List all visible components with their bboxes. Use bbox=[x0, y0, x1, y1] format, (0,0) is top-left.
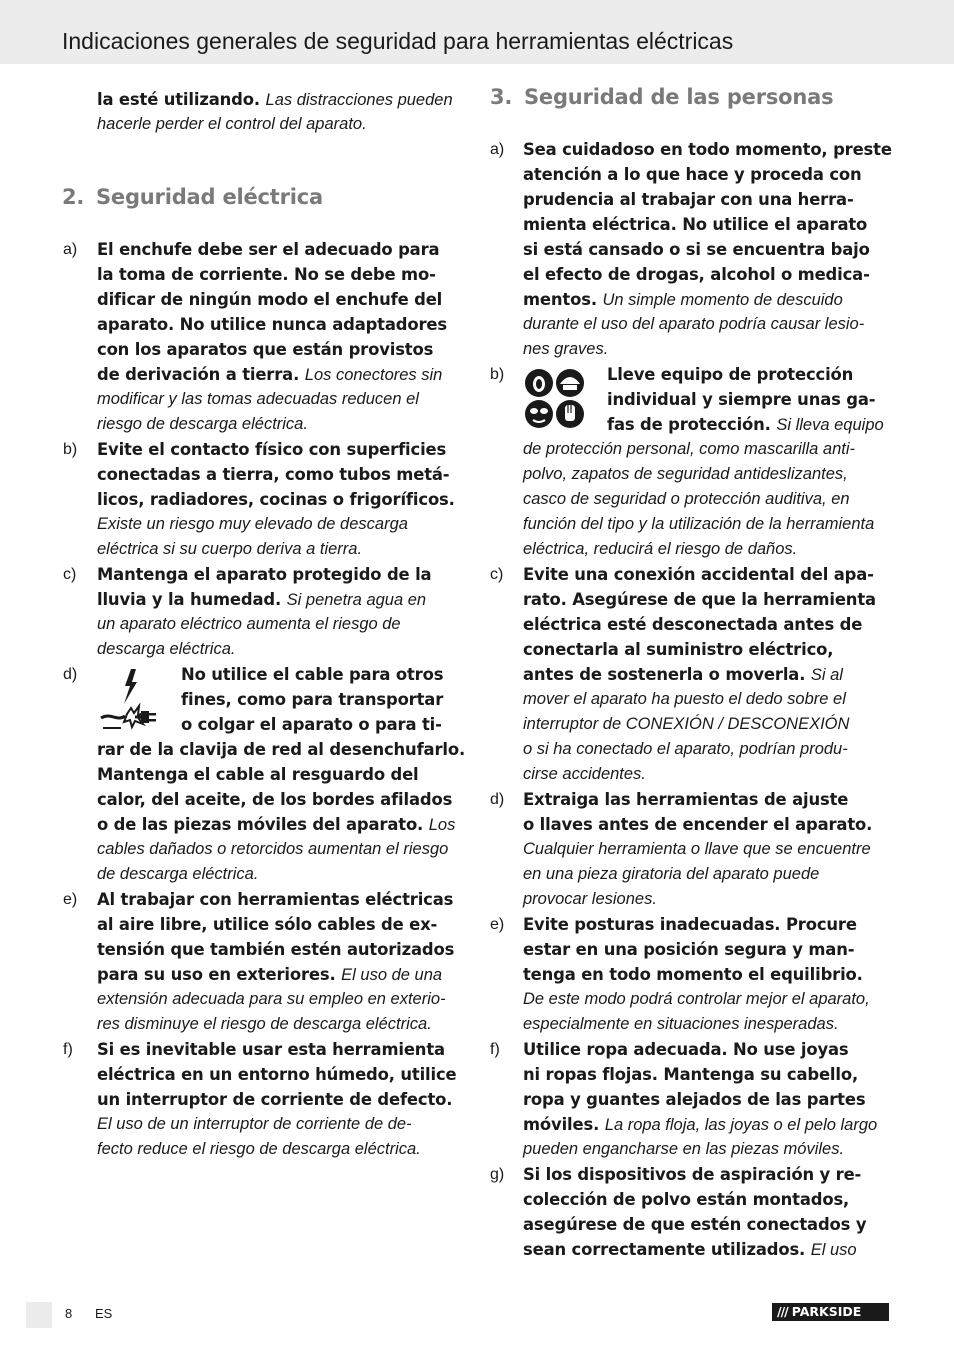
intro-line: hacerle perder el control del aparato. bbox=[97, 115, 367, 133]
item-line: nes graves. bbox=[523, 340, 609, 358]
item-label: c) bbox=[63, 566, 77, 583]
item-line: lluvia y la humedad. Si penetra agua en bbox=[97, 590, 427, 609]
item-line: mover el aparato ha puesto el dedo sobre el bbox=[523, 690, 846, 708]
item-line: ni ropas flojas. Mantenga su cabello, bbox=[523, 1065, 859, 1084]
item-line: pueden engancharse en las piezas móviles. bbox=[523, 1140, 845, 1158]
item-line: Mantenga el cable al resguardo del bbox=[97, 765, 419, 784]
item-line: o colgar el aparato o para ti- bbox=[181, 715, 442, 734]
item-line: fines, como para transportar bbox=[181, 690, 444, 709]
intro-line: la esté utilizando. Las distracciones pueden bbox=[97, 90, 453, 109]
item-line: colección de polvo están montados, bbox=[523, 1190, 850, 1209]
item-line: ropa y guantes alejados de las partes bbox=[523, 1090, 866, 1109]
item-line: estar en una posición segura y man- bbox=[523, 940, 855, 959]
item-label: f) bbox=[490, 1041, 500, 1058]
item-line: mienta eléctrica. No utilice el aparato bbox=[523, 215, 868, 234]
item-line: sean correctamente utilizados. El uso bbox=[523, 1240, 857, 1259]
item-line: si está cansado o si se encuentra bajo bbox=[523, 240, 870, 259]
brand-logo: /// PARKSIDE bbox=[772, 1303, 889, 1321]
item-line: de derivación a tierra. Los conectores sin bbox=[97, 365, 443, 384]
item-line: Lleve equipo de protección bbox=[607, 365, 854, 384]
item-line: Si los dispositivos de aspiración y re- bbox=[523, 1165, 862, 1184]
item-line: De este modo podrá controlar mejor el aparato, bbox=[523, 990, 870, 1008]
item-line: descarga eléctrica. bbox=[97, 640, 236, 658]
item-line: tensión que también estén autorizados bbox=[97, 940, 455, 959]
item-line: dificar de ningún modo el enchufe del bbox=[97, 290, 443, 309]
item-line: Evite una conexión accidental del apa- bbox=[523, 565, 874, 584]
item-line: Mantenga el aparato protegido de la bbox=[97, 565, 432, 584]
item-line: rar de la clavija de red al desenchufarlo. bbox=[97, 740, 466, 759]
item-line: conectadas a tierra, como tubos metá- bbox=[97, 465, 450, 484]
item-line: Evite el contacto físico con superficies bbox=[97, 440, 447, 459]
item-line: El uso de un interruptor de corriente de de- bbox=[97, 1115, 412, 1133]
item-line: o llaves antes de encender el aparato. bbox=[523, 815, 873, 834]
item-label: e) bbox=[490, 916, 505, 933]
item-line: polvo, zapatos de seguridad antideslizantes, bbox=[523, 465, 848, 483]
item-line: Evite posturas inadecuadas. Procure bbox=[523, 915, 857, 934]
item-line: eléctrica si su cuerpo deriva a tierra. bbox=[97, 540, 363, 558]
item-label: b) bbox=[63, 441, 78, 458]
protective-equipment-icon bbox=[524, 368, 586, 430]
item-line: asegúrese de que estén conectados y bbox=[523, 1215, 867, 1234]
item-line: Al trabajar con herramientas eléctricas bbox=[97, 890, 454, 909]
item-line: o si ha conectado el aparato, podrían produ- bbox=[523, 740, 848, 758]
item-label: d) bbox=[490, 791, 505, 808]
item-line: o de las piezas móviles del aparato. Los bbox=[97, 815, 456, 834]
item-line: Extraiga las herramientas de ajuste bbox=[523, 790, 849, 809]
page-number: 8 bbox=[65, 1306, 73, 1321]
item-line: extensión adecuada para su empleo en exterio- bbox=[97, 990, 446, 1008]
item-line: antes de sostenerla o moverla. Si al bbox=[523, 665, 843, 684]
item-line: atención a lo que hace y proceda con bbox=[523, 165, 862, 184]
item-line: Cualquier herramienta o llave que se encuentre bbox=[523, 840, 871, 858]
item-label: g) bbox=[490, 1166, 505, 1183]
item-line: Utilice ropa adecuada. No use joyas bbox=[523, 1040, 849, 1059]
item-label: f) bbox=[63, 1041, 73, 1058]
item-line: para su uso en exteriores. El uso de una bbox=[97, 965, 443, 984]
item-line: licos, radiadores, cocinas o frigoríficos. bbox=[97, 490, 455, 509]
item-line: al aire libre, utilice sólo cables de ex- bbox=[97, 915, 438, 934]
item-line: un aparato eléctrico aumenta el riesgo de bbox=[97, 615, 401, 633]
item-line: durante el uso del aparato podría causar lesio- bbox=[523, 315, 865, 333]
item-line: No utilice el cable para otros bbox=[181, 665, 444, 684]
item-line: cables dañados o retorcidos aumentan el riesgo bbox=[97, 840, 449, 858]
item-line: El enchufe debe ser el adecuado para bbox=[97, 240, 440, 259]
item-line: con los aparatos que están provistos bbox=[97, 340, 434, 359]
section-heading-electrical: 2. Seguridad eléctrica bbox=[62, 185, 323, 209]
item-line: modificar y las tomas adecuadas reducen el bbox=[97, 390, 419, 408]
item-line: fas de protección. Si lleva equipo bbox=[607, 415, 884, 434]
item-line: mentos. Un simple momento de descuido bbox=[523, 290, 843, 309]
item-line: prudencia al trabajar con una herra- bbox=[523, 190, 854, 209]
item-label: c) bbox=[490, 566, 504, 583]
item-line: tenga en todo momento el equilibrio. bbox=[523, 965, 863, 984]
item-line: de protección personal, como mascarilla anti- bbox=[523, 440, 855, 458]
item-line: aparato. No utilice nunca adaptadores bbox=[97, 315, 447, 334]
cable-shock-warning-icon bbox=[97, 666, 163, 732]
item-line: especialmente en situaciones inesperadas. bbox=[523, 1015, 839, 1033]
item-line: función del tipo y la utilización de la herramienta bbox=[523, 515, 875, 533]
item-line: interruptor de CONEXIÓN / DESCONEXIÓN bbox=[523, 715, 850, 733]
item-line: cirse accidentes. bbox=[523, 765, 646, 783]
item-line: rato. Asegúrese de que la herramienta bbox=[523, 590, 876, 609]
item-label: a) bbox=[63, 241, 78, 258]
item-line: Sea cuidadoso en todo momento, preste bbox=[523, 140, 892, 159]
item-line: el efecto de drogas, alcohol o medica- bbox=[523, 265, 870, 284]
item-line: riesgo de descarga eléctrica. bbox=[97, 415, 308, 433]
page-header bbox=[0, 0, 954, 64]
item-line: fecto reduce el riesgo de descarga eléctrica. bbox=[97, 1140, 421, 1158]
item-line: Existe un riesgo muy elevado de descarga bbox=[97, 515, 408, 533]
page-title: Indicaciones generales de seguridad para herramientas eléctricas bbox=[62, 28, 734, 54]
item-line: conectarla al suministro eléctrico, bbox=[523, 640, 834, 659]
item-line: eléctrica, reducirá el riesgo de daños. bbox=[523, 540, 798, 558]
footer-tab bbox=[26, 1302, 52, 1328]
item-line: Si es inevitable usar esta herramienta bbox=[97, 1040, 445, 1059]
item-line: provocar lesiones. bbox=[523, 890, 657, 908]
item-line: res disminuye el riesgo de descarga eléctrica. bbox=[97, 1015, 432, 1033]
item-line: móviles. La ropa floja, las joyas o el pelo largo bbox=[523, 1115, 878, 1134]
item-label: a) bbox=[490, 141, 505, 158]
item-label: b) bbox=[490, 366, 505, 383]
item-line: de descarga eléctrica. bbox=[97, 865, 259, 883]
item-line: casco de seguridad o protección auditiva, en bbox=[523, 490, 850, 508]
item-line: eléctrica esté desconectada antes de bbox=[523, 615, 863, 634]
section-heading-personal: 3. Seguridad de las personas bbox=[490, 85, 834, 109]
language-code: ES bbox=[95, 1306, 113, 1321]
item-line: en una pieza giratoria del aparato puede bbox=[523, 865, 820, 883]
item-label: d) bbox=[63, 666, 78, 683]
item-line: un interruptor de corriente de defecto. bbox=[97, 1090, 453, 1109]
item-line: la toma de corriente. No se debe mo- bbox=[97, 265, 436, 284]
item-line: calor, del aceite, de los bordes afilados bbox=[97, 790, 453, 809]
item-label: e) bbox=[63, 891, 78, 908]
item-line: individual y siempre unas ga- bbox=[607, 390, 876, 409]
item-line: eléctrica en un entorno húmedo, utilice bbox=[97, 1065, 457, 1084]
